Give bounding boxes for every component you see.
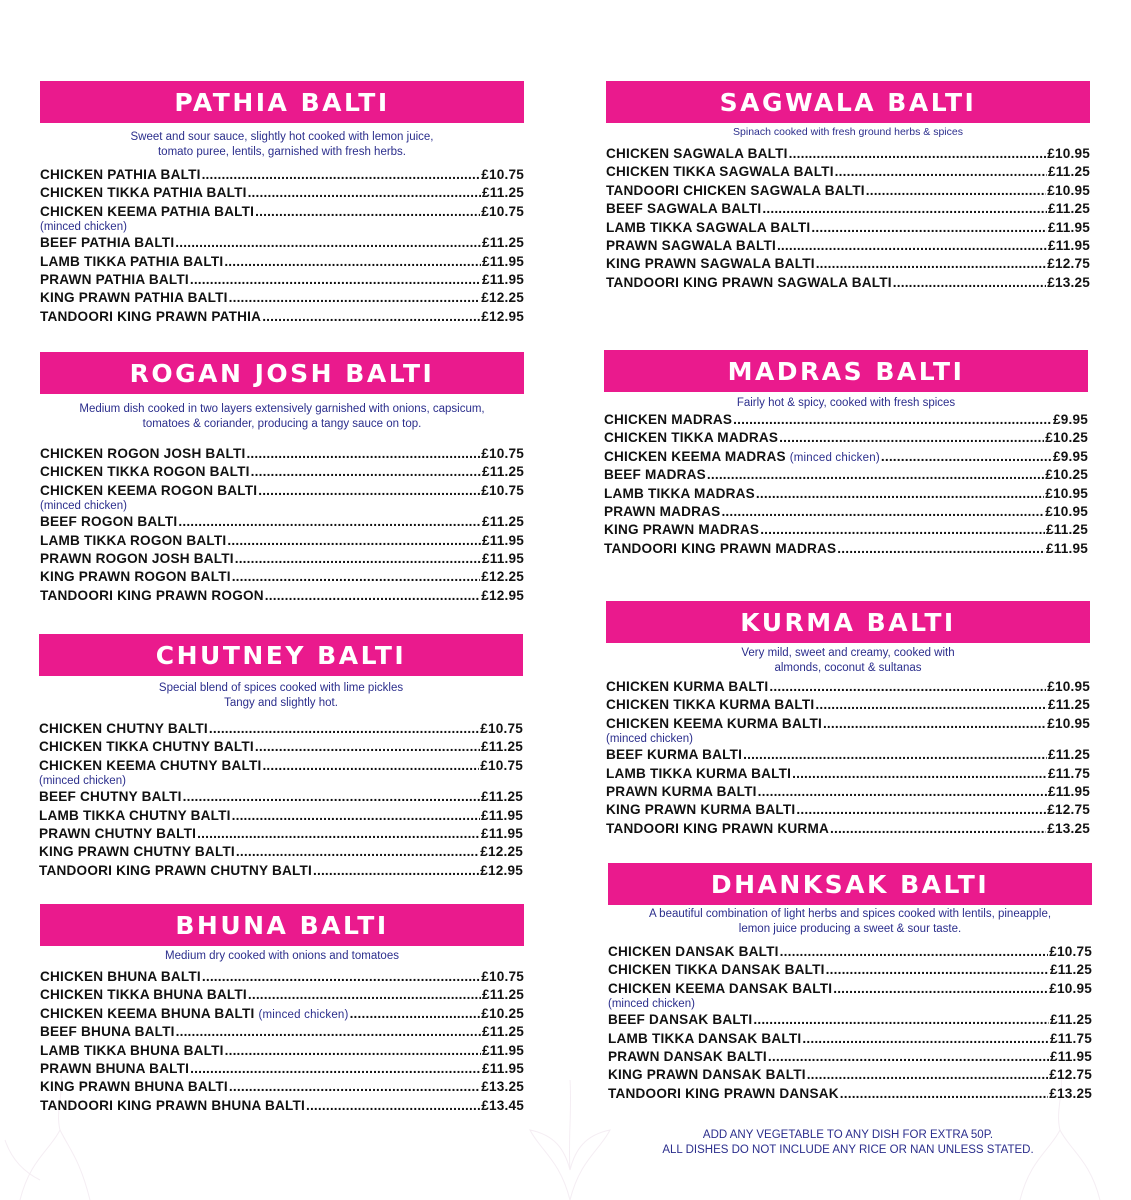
dot-leader <box>756 486 1044 501</box>
menu-item <box>40 446 524 464</box>
menu-items <box>606 146 1090 293</box>
dot-leader <box>246 446 480 461</box>
footer-rice-nan-note: ALL DISHES DO NOT INCLUDE ANY RICE OR NAN UNLESS STATED. <box>662 1144 1034 1156</box>
menu-item-name: TANDOORI KING PRAWN PATHIA <box>40 308 262 324</box>
menu-item-name: TANDOORI KING PRAWN MADRAS <box>604 540 837 556</box>
menu-item-price: £12.95 <box>481 308 524 324</box>
menu-item-price: £10.25 <box>1045 467 1088 483</box>
menu-item-price: £10.95 <box>1045 485 1088 501</box>
dot-leader <box>835 164 1047 179</box>
dot-leader <box>769 679 1046 694</box>
menu-item-name: CHICKEN KEEMA ROGON BALTI <box>40 482 258 498</box>
dot-leader <box>232 808 480 823</box>
menu-item <box>40 235 524 253</box>
section-sagwala <box>606 81 1090 293</box>
menu-item-name: LAMB TIKKA SAGWALA BALTI <box>606 219 811 235</box>
menu-item <box>606 164 1090 182</box>
menu-item-price: £13.25 <box>481 1079 524 1095</box>
menu-item <box>39 826 523 844</box>
menu-item-price: £11.95 <box>1049 1048 1092 1064</box>
menu-item-price: £11.25 <box>1045 522 1088 538</box>
menu-items <box>39 721 523 881</box>
menu-item-name: TANDOORI KING PRAWN SAGWALA BALTI <box>606 274 892 290</box>
dot-leader <box>826 962 1049 977</box>
menu-item-name: BEEF SAGWALA BALTI <box>606 201 762 217</box>
menu-item-price: £10.95 <box>1047 182 1090 198</box>
dot-leader <box>840 1086 1048 1101</box>
dot-leader <box>258 483 480 498</box>
menu-item-price: £12.75 <box>1047 802 1090 818</box>
menu-item-name: CHICKEN KEEMA CHUTNY BALTI <box>39 757 262 773</box>
dot-leader <box>779 430 1044 445</box>
menu-item <box>608 962 1092 980</box>
dot-leader <box>777 238 1047 253</box>
dot-leader <box>802 1031 1049 1046</box>
menu-item-name: CHICKEN KEEMA BHUNA BALTI <box>40 1005 255 1021</box>
menu-item <box>606 821 1090 839</box>
menu-item-name: TANDOORI KING PRAWN BHUNA BALTI <box>40 1097 305 1113</box>
menu-item-price: £10.75 <box>480 757 523 773</box>
menu-item-name: KING PRAWN SAGWALA BALTI <box>606 256 815 272</box>
section-description: Fairly hot & spicy, cooked with fresh spices <box>736 397 956 409</box>
menu-item <box>604 449 1088 467</box>
menu-item-name: TANDOORI CHICKEN SAGWALA BALTI <box>606 182 865 198</box>
dot-leader <box>225 1043 481 1058</box>
menu-item-name: CHICKEN DANSAK BALTI <box>608 944 779 959</box>
menu-item-name: CHICKEN TIKKA ROGON BALTI <box>40 464 250 480</box>
section-description: Medium dry cooked with onions and tomatoes <box>165 950 399 962</box>
menu-item-price: £11.25 <box>481 464 524 480</box>
dot-leader <box>255 739 480 754</box>
menu-item-price: £11.95 <box>480 825 523 841</box>
menu-item-name: TANDOORI KING PRAWN KURMA <box>606 820 829 836</box>
dot-leader <box>807 1067 1049 1082</box>
menu-item-price: £12.95 <box>481 587 524 603</box>
dot-leader <box>823 716 1046 731</box>
dot-leader <box>236 844 479 859</box>
menu-item-price: £11.25 <box>1049 962 1092 978</box>
section-madras <box>604 350 1088 559</box>
menu-item-price: £10.75 <box>481 482 524 498</box>
dot-leader <box>811 220 1047 235</box>
menu-items <box>608 944 1092 1104</box>
menu-item <box>606 256 1090 274</box>
section-title: MADRAS BALTI <box>604 350 1088 392</box>
menu-item <box>40 588 524 606</box>
menu-item <box>604 412 1088 430</box>
menu-item-price: £11.95 <box>481 532 524 548</box>
dot-leader <box>232 569 481 584</box>
menu-item-name: CHICKEN TIKKA DANSAK BALTI <box>608 962 825 978</box>
menu-item-name: CHICKEN TIKKA KURMA BALTI <box>606 697 815 713</box>
menu-item <box>606 766 1090 784</box>
section-description: Very mild, sweet and creamy, cooked with almonds, coconut & sultanas <box>741 647 955 674</box>
dot-leader <box>202 167 481 182</box>
menu-item-name: KING PRAWN KURMA BALTI <box>606 802 796 818</box>
menu-items <box>604 412 1088 559</box>
dot-leader <box>768 1049 1049 1064</box>
dot-leader <box>866 183 1046 198</box>
menu-item-price: £12.75 <box>1047 256 1090 272</box>
menu-item <box>608 1049 1092 1067</box>
menu-item-name: KING PRAWN BHUNA BALTI <box>40 1079 228 1095</box>
menu-items <box>40 167 524 327</box>
menu-item-name: BEEF ROGON BALTI <box>40 514 178 530</box>
menu-item-price: £11.75 <box>1047 765 1090 781</box>
dot-leader <box>178 514 481 529</box>
menu-item <box>40 1061 524 1079</box>
dot-leader <box>248 185 481 200</box>
menu-item-name: CHICKEN KEEMA PATHIA BALTI <box>40 203 255 219</box>
menu-item-name: CHICKEN KURMA BALTI <box>606 679 769 694</box>
menu-item-name: KING PRAWN CHUTNY BALTI <box>39 844 235 860</box>
menu-item <box>604 504 1088 522</box>
dot-leader <box>190 1061 481 1076</box>
menu-item-note: (minced chicken) <box>789 451 880 464</box>
menu-item-price: £11.95 <box>1045 540 1088 556</box>
menu-item <box>40 254 524 272</box>
menu-item-price: £12.25 <box>480 844 523 860</box>
dot-leader <box>176 1024 481 1039</box>
dot-leader <box>762 201 1047 216</box>
menu-item-price: £11.25 <box>480 739 523 755</box>
dot-leader <box>760 522 1045 537</box>
menu-item-price: £11.95 <box>1047 783 1090 799</box>
dot-leader <box>175 235 481 250</box>
menu-item-name: CHICKEN TIKKA BHUNA BALTI <box>40 987 247 1003</box>
menu-item-name: PRAWN KURMA BALTI <box>606 783 757 799</box>
menu-item-name: TANDOORI KING PRAWN DANSAK <box>608 1085 839 1101</box>
menu-items <box>606 679 1090 839</box>
menu-item-price: £11.75 <box>1049 1030 1092 1046</box>
menu-item <box>606 183 1090 201</box>
dot-leader <box>313 863 479 878</box>
dot-leader <box>789 146 1047 161</box>
menu-item <box>40 1006 524 1024</box>
menu-item-name: CHICKEN BHUNA BALTI <box>40 969 201 984</box>
menu-item-price: £11.95 <box>481 550 524 566</box>
menu-item <box>604 467 1088 485</box>
menu-item-name: BEEF KURMA BALTI <box>606 747 743 763</box>
menu-item-name: TANDOORI KING PRAWN CHUTNY BALTI <box>39 862 312 878</box>
menu-footer-notes <box>606 1128 1090 1158</box>
section-title: SAGWALA BALTI <box>606 81 1090 123</box>
menu-item-price: £10.95 <box>1047 715 1090 731</box>
dot-leader <box>224 254 481 269</box>
dot-leader <box>229 1079 480 1094</box>
menu-item <box>40 1079 524 1097</box>
section-pathia <box>40 81 524 327</box>
menu-item <box>40 1098 524 1116</box>
menu-item-name: KING PRAWN PATHIA BALTI <box>40 290 228 306</box>
section-kurma <box>606 601 1090 839</box>
menu-item-price: £10.95 <box>1049 980 1092 996</box>
dot-leader <box>792 766 1047 781</box>
menu-item <box>40 290 524 308</box>
dot-leader <box>753 1012 1049 1027</box>
menu-items <box>40 969 524 1116</box>
menu-item-price: £11.95 <box>1047 237 1090 253</box>
menu-item-name: TANDOORI KING PRAWN ROGON <box>40 587 264 603</box>
menu-item <box>39 808 523 826</box>
menu-item <box>40 185 524 203</box>
menu-item-name: CHICKEN TIKKA CHUTNY BALTI <box>39 739 254 755</box>
menu-item-price: £10.95 <box>1047 679 1090 694</box>
menu-item <box>606 747 1090 765</box>
menu-item <box>40 987 524 1005</box>
menu-item-price: £13.25 <box>1049 1085 1092 1101</box>
menu-item-price: £11.25 <box>1049 1012 1092 1028</box>
dot-leader <box>255 204 480 219</box>
section-bhuna <box>40 904 524 1116</box>
menu-item-name: CHICKEN ROGON JOSH BALTI <box>40 446 246 461</box>
footer-vegetable-note: ADD ANY VEGETABLE TO ANY DISH FOR EXTRA 50P. <box>702 1129 994 1141</box>
menu-item-name: BEEF DANSAK BALTI <box>608 1012 753 1028</box>
dot-leader <box>816 256 1047 271</box>
menu-item-name: PRAWN DANSAK BALTI <box>608 1048 767 1064</box>
dot-leader <box>707 467 1044 482</box>
dot-leader <box>197 826 480 841</box>
menu-item <box>604 430 1088 448</box>
dot-leader <box>780 944 1049 959</box>
menu-item-name: CHICKEN KEEMA KURMA BALTI <box>606 715 822 731</box>
menu-items <box>40 446 524 606</box>
menu-item-price: £11.25 <box>1047 201 1090 217</box>
menu-item <box>604 541 1088 559</box>
menu-item <box>604 522 1088 540</box>
menu-item <box>39 721 523 739</box>
menu-item-name: LAMB TIKKA BHUNA BALTI <box>40 1042 224 1058</box>
menu-item-name: CHICKEN KEEMA MADRAS <box>604 448 786 464</box>
section-title: ROGAN JOSH BALTI <box>40 352 524 394</box>
section-description: Special blend of spices cooked with lime pickles Tangy and slightly hot. <box>158 682 404 709</box>
dot-leader <box>229 290 481 305</box>
menu-item-price: £9.95 <box>1052 412 1088 427</box>
menu-item-price: £11.25 <box>481 185 524 201</box>
menu-item-name: KING PRAWN DANSAK BALTI <box>608 1067 806 1083</box>
menu-item <box>606 802 1090 820</box>
dot-leader <box>721 504 1044 519</box>
menu-item <box>606 201 1090 219</box>
menu-item-name: CHICKEN CHUTNY BALTI <box>39 721 208 736</box>
menu-item-price: £12.75 <box>1049 1067 1092 1083</box>
menu-item-name: LAMB TIKKA CHUTNY BALTI <box>39 807 231 823</box>
menu-item-name: KING PRAWN MADRAS <box>604 522 760 538</box>
menu-item <box>606 697 1090 715</box>
menu-item-subnote: (minced chicken) <box>40 221 127 234</box>
menu-item-name: LAMB TIKKA KURMA BALTI <box>606 765 792 781</box>
menu-item-name: LAMB TIKKA ROGON BALTI <box>40 532 227 548</box>
dot-leader <box>893 275 1046 290</box>
menu-item-price: £10.95 <box>1047 146 1090 161</box>
menu-item-name: BEEF PATHIA BALTI <box>40 235 175 251</box>
menu-item-price: £10.75 <box>1049 944 1092 959</box>
menu-item <box>40 569 524 587</box>
dot-leader <box>190 272 481 287</box>
dot-leader <box>262 309 480 324</box>
menu-item <box>40 514 524 532</box>
menu-item <box>40 309 524 327</box>
dot-leader <box>227 533 481 548</box>
menu-item <box>604 486 1088 504</box>
dot-leader <box>743 747 1047 762</box>
section-rogan-josh <box>40 352 524 606</box>
menu-item-name: LAMB TIKKA MADRAS <box>604 485 755 501</box>
menu-item-price: £10.75 <box>481 969 524 984</box>
menu-item-subnote: (minced chicken) <box>606 733 693 746</box>
section-chutney <box>39 634 523 881</box>
menu-item-name: CHICKEN PATHIA BALTI <box>40 167 201 182</box>
menu-item-price: £11.25 <box>1047 747 1090 763</box>
menu-item-price: £10.75 <box>480 721 523 736</box>
menu-item-price: £11.25 <box>481 514 524 530</box>
menu-item-name: BEEF MADRAS <box>604 467 706 483</box>
menu-item-name: PRAWN SAGWALA BALTI <box>606 237 776 253</box>
menu-item-name: CHICKEN TIKKA PATHIA BALTI <box>40 185 247 201</box>
menu-item <box>608 944 1092 962</box>
menu-item-price: £10.95 <box>1045 503 1088 519</box>
menu-item-name: CHICKEN MADRAS <box>604 412 733 427</box>
section-description: Sweet and sour sauce, slightly hot cooked with lemon juice, tomato puree, lentils, garnished with fresh herbs. <box>130 131 434 158</box>
menu-item-price: £13.25 <box>1047 274 1090 290</box>
dot-leader <box>815 697 1047 712</box>
menu-item-price: £13.45 <box>481 1097 524 1113</box>
menu-item <box>40 969 524 987</box>
menu-item-name: LAMB TIKKA PATHIA BALTI <box>40 253 224 269</box>
menu-item-price: £11.95 <box>480 807 523 823</box>
menu-item <box>39 739 523 757</box>
menu-item-name: CHICKEN TIKKA SAGWALA BALTI <box>606 164 834 180</box>
dot-leader <box>350 1006 481 1021</box>
menu-item-price: £10.25 <box>481 1005 524 1021</box>
section-description: Spinach cooked with fresh ground herbs & spices <box>733 126 963 138</box>
menu-item <box>40 533 524 551</box>
menu-item <box>40 1043 524 1061</box>
menu-item <box>606 146 1090 164</box>
section-title: KURMA BALTI <box>606 601 1090 643</box>
menu-item <box>39 844 523 862</box>
dot-leader <box>837 541 1045 556</box>
menu-item-name: PRAWN CHUTNY BALTI <box>39 825 197 841</box>
menu-item <box>608 1031 1092 1049</box>
menu-item <box>606 275 1090 293</box>
dot-leader <box>265 588 480 603</box>
dot-leader <box>183 789 480 804</box>
section-title: PATHIA BALTI <box>40 81 524 123</box>
dot-leader <box>758 784 1047 799</box>
dot-leader <box>248 987 481 1002</box>
dot-leader <box>881 449 1052 464</box>
menu-item-name: CHICKEN KEEMA DANSAK BALTI <box>608 980 833 996</box>
menu-item <box>606 220 1090 238</box>
menu-item-name: KING PRAWN ROGON BALTI <box>40 569 231 585</box>
menu-item <box>608 1086 1092 1104</box>
dot-leader <box>833 981 1048 996</box>
menu-item <box>606 679 1090 697</box>
menu-item-price: £11.25 <box>1047 164 1090 180</box>
menu-item <box>608 1012 1092 1030</box>
menu-item-price: £11.25 <box>1047 697 1090 713</box>
menu-item <box>40 464 524 482</box>
section-title: DHANKSAK BALTI <box>608 863 1092 905</box>
menu-item <box>608 1067 1092 1085</box>
dot-leader <box>262 758 479 773</box>
menu-item-name: PRAWN BHUNA BALTI <box>40 1060 190 1076</box>
menu-item-subnote: (minced chicken) <box>608 998 695 1011</box>
menu-item-name: BEEF CHUTNY BALTI <box>39 789 182 805</box>
menu-item-price: £11.25 <box>480 789 523 805</box>
menu-item <box>40 167 524 185</box>
section-title: BHUNA BALTI <box>40 904 524 946</box>
menu-item-price: £11.25 <box>481 987 524 1003</box>
menu-item <box>40 551 524 569</box>
menu-item-price: £11.95 <box>481 253 524 269</box>
section-description: Medium dish cooked in two layers extensively garnished with onions, capsicum, tomatoes & coriander, producing a tangy sauce on top. <box>79 403 485 430</box>
menu-item-name: BEEF BHUNA BALTI <box>40 1024 175 1040</box>
menu-item-subnote: (minced chicken) <box>39 775 126 788</box>
menu-item-price: £11.95 <box>481 1042 524 1058</box>
dot-leader <box>733 412 1052 427</box>
menu-item-price: £11.95 <box>481 1060 524 1076</box>
menu-item-name: PRAWN ROGON JOSH BALTI <box>40 550 234 566</box>
menu-item-note: (minced chicken) <box>258 1008 349 1021</box>
menu-item-name: CHICKEN SAGWALA BALTI <box>606 146 788 161</box>
dot-leader <box>209 721 479 736</box>
menu-item-name: CHICKEN TIKKA MADRAS <box>604 430 779 446</box>
menu-item-price: £11.95 <box>481 271 524 287</box>
menu-item-price: £12.25 <box>481 290 524 306</box>
menu-item <box>39 789 523 807</box>
menu-item-price: £10.75 <box>481 167 524 182</box>
dot-leader <box>306 1098 480 1113</box>
menu-item-name: PRAWN MADRAS <box>604 503 721 519</box>
menu-item-name: PRAWN PATHIA BALTI <box>40 271 189 287</box>
menu-item-price: £11.25 <box>481 235 524 251</box>
menu-item-name: LAMB TIKKA DANSAK BALTI <box>608 1030 802 1046</box>
dot-leader <box>830 821 1046 836</box>
section-description: A beautiful combination of light herbs and spices cooked with lentils, pineapple, lemon juice producing a sweet & sour taste. <box>648 908 1052 935</box>
menu-item <box>39 863 523 881</box>
section-title: CHUTNEY BALTI <box>39 634 523 676</box>
menu-item-subnote: (minced chicken) <box>40 500 127 513</box>
dot-leader <box>251 464 481 479</box>
menu-item-price: £10.25 <box>1045 430 1088 446</box>
dot-leader <box>796 802 1046 817</box>
section-dhanksak <box>608 863 1092 1104</box>
menu-item <box>40 1024 524 1042</box>
menu-item-price: £9.95 <box>1052 448 1088 464</box>
menu-item-price: £12.95 <box>480 862 523 878</box>
menu-item-price: £10.75 <box>481 203 524 219</box>
menu-item-price: £13.25 <box>1047 820 1090 836</box>
menu-item <box>40 272 524 290</box>
menu-item <box>606 784 1090 802</box>
menu-item-price: £12.25 <box>481 569 524 585</box>
dot-leader <box>202 969 480 984</box>
menu-item-price: £10.75 <box>481 446 524 461</box>
dot-leader <box>235 551 481 566</box>
menu-item-price: £11.25 <box>481 1024 524 1040</box>
menu-item <box>606 238 1090 256</box>
menu-item-price: £11.95 <box>1047 219 1090 235</box>
